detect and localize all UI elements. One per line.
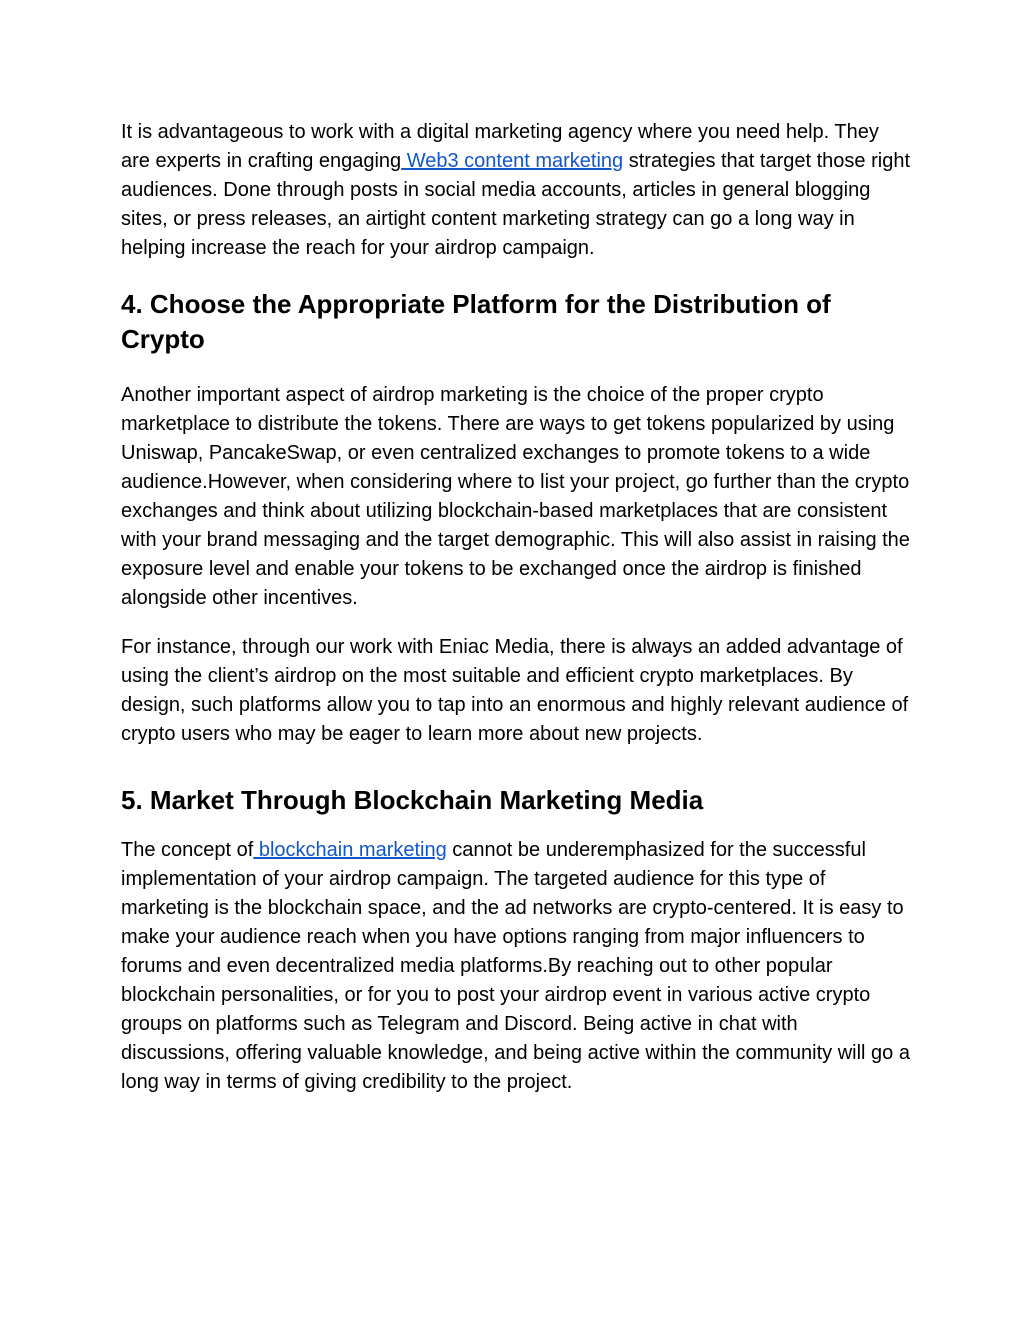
paragraph-text: It is advantageous to work with a digital marketing agency where you need help. They are experts in crafting engaging: [121, 121, 879, 172]
paragraph-crypto-marketplace: Another important aspect of airdrop marketing is the choice of the proper crypto marketplace to distribute the tokens. There are ways to get tokens popularized by using Uniswap, PancakeSwap, or even centralized exchanges to promote tokens to a wide audience.However, when considering where to list your project, go further than the crypto exchanges and think about utilizing blockchain-based marketplaces that are consistent with your brand messaging and the target demographic. This will also assist in raising the exposure level and enable your tokens to be exchanged once the airdrop is finished alongside other incentives.: [121, 384, 910, 609]
blockchain-marketing-link[interactable]: blockchain marketing: [253, 839, 447, 861]
document-page: [121, 118, 911, 1097]
paragraph-eniac-media: For instance, through our work with Eniac Media, there is always an added advantage of using the client’s airdrop on the most suitable and efficient crypto marketplaces. By design, such platforms allow you to tap into an enormous and highly relevant audience of crypto users who may be eager to learn more about new projects.: [121, 636, 909, 745]
heading-choose-platform: 4. Choose the Appropriate Platform for the Distribution of Crypto: [121, 289, 831, 354]
paragraph-text: strategies that target those right audiences. Done through posts in social media accounts, articles in general blogging sites, or press releases, an airtight content marketing strategy can go a long way in helping increase the reach for your airdrop campaign.: [121, 150, 910, 259]
paragraph-blockchain-marketing: [121, 836, 911, 1097]
paragraph-text: The concept of: [121, 839, 254, 861]
paragraph-web3-content: [121, 118, 911, 263]
paragraph-text: cannot be underemphasized for the successful implementation of your airdrop campaign. The targeted audience for this type of marketing is the blockchain space, and the ad networks are crypto-centered. It is easy to make your audience reach when you have options ranging from major influencers to forums and even decentralized media platforms.By reaching out to other popular blockchain personalities, or for you to post your airdrop event in various active crypto groups on platforms such as Telegram and Discord. Being active in chat with discussions, offering valuable knowledge, and being active within the community will go a long way in terms of giving credibility to the project.: [121, 839, 910, 1093]
web3-content-marketing-link[interactable]: Web3 content marketing: [401, 150, 624, 172]
heading-blockchain-marketing-media: 5. Market Through Blockchain Marketing Media: [121, 785, 704, 815]
